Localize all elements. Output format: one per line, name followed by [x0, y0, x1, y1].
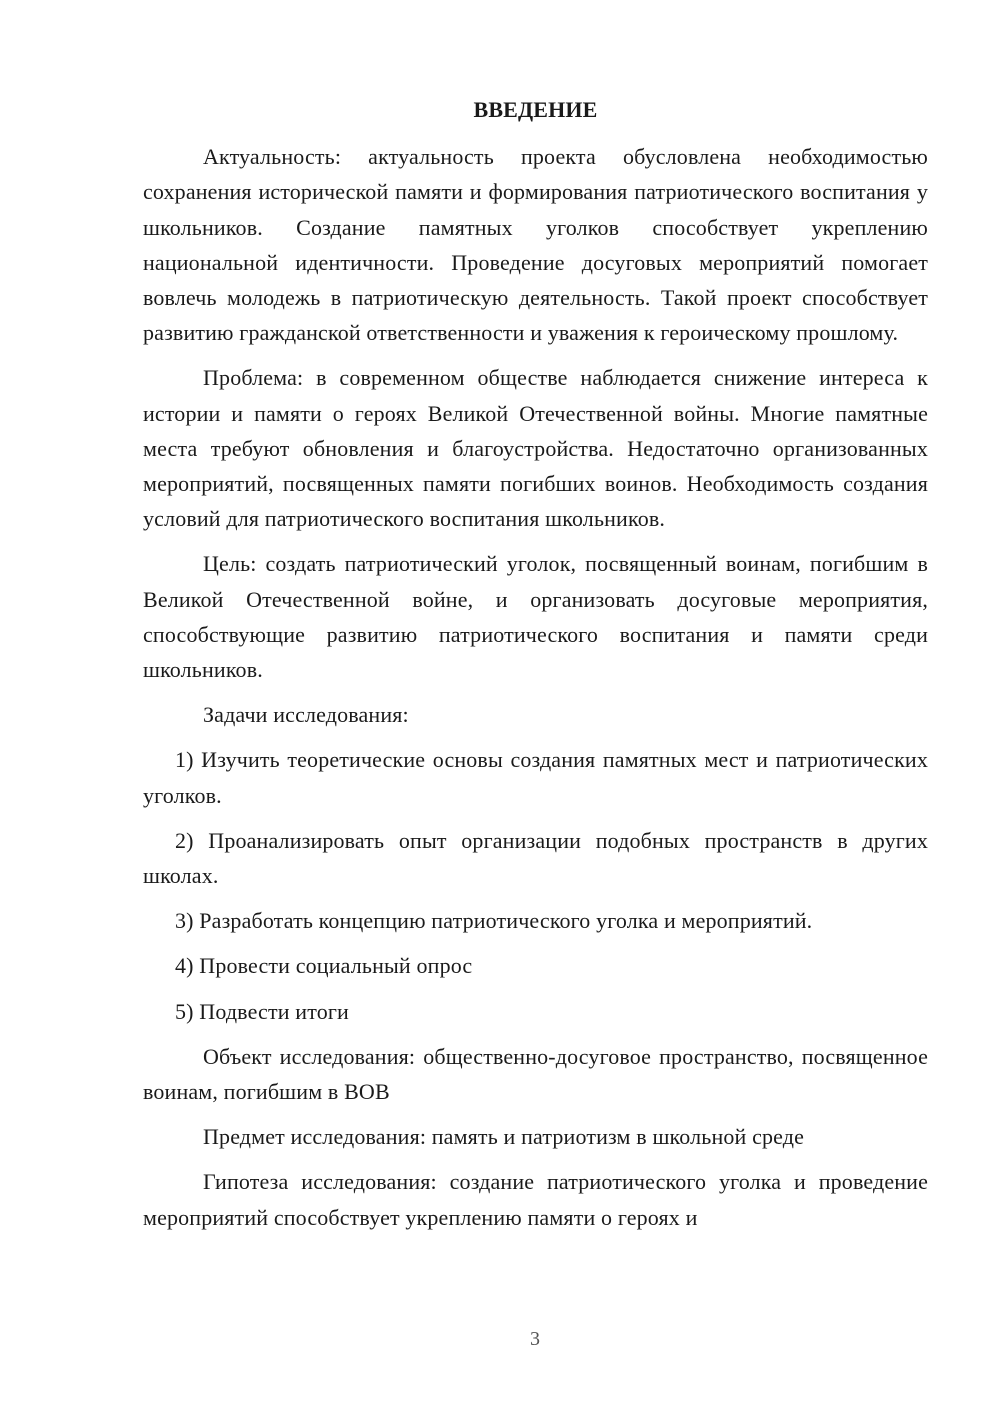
page-content [143, 92, 928, 1235]
object-paragraph: Объект исследования: общественно-досуговое пространство, посвященное воинам, погибшим в ВОВ [143, 1043, 928, 1105]
hypothesis-paragraph: Гипотеза исследования: создание патриотического уголка и проведение мероприятий способствует укреплению памяти о героях и [143, 1169, 928, 1230]
section-heading: ВВЕДЕНИЕ [473, 97, 598, 122]
task-item-1: 1) Изучить теоретические основы создания памятных мест и патриотических уголков. [143, 747, 928, 808]
task-item-4: 4) Провести социальный опрос [175, 953, 473, 979]
task-item-2: 2) Проанализировать опыт организации подобных пространств в других школах. [143, 827, 928, 889]
page-number: 3 [530, 1328, 540, 1350]
subject-paragraph: Предмет исследования: память и патриотизм в школьной среде [203, 1124, 805, 1150]
task-item-5: 5) Подвести итоги [175, 998, 349, 1024]
problem-paragraph: Проблема: в современном обществе наблюдается снижение интереса к истории и памяти о героях Великой Отечественной войны. Многие памятные места требуют обновления и благоустройства. Недостаточно организованных мероприятий, посвященных памяти погибших воинов. Необходимость создания условий для патриотического воспитания школьников. [143, 365, 928, 532]
task-item-3: 3) Разработать концепцию патриотического уголка и мероприятий. [175, 908, 813, 934]
relevance-paragraph: Актуальность: актуальность проекта обусловлена необходимостью сохранения исторической памяти и формирования патриотического воспитания у школьников. Создание памятных уголков способствует укреплению национальной идентичности. Проведение досуговых мероприятий помогает вовлечь молодежь в патриотическую деятельность. Такой проект способствует развитию гражданской ответственности и уважения к героическому прошлому. [143, 144, 928, 346]
goal-paragraph: Цель: создать патриотический уголок, посвященный воинам, погибшим в Великой Отечественной войне, и организовать досуговые мероприятия, способствующие развитию патриотического воспитания и памяти среди школьников. [143, 551, 928, 683]
tasks-heading: Задачи исследования: [203, 702, 409, 728]
